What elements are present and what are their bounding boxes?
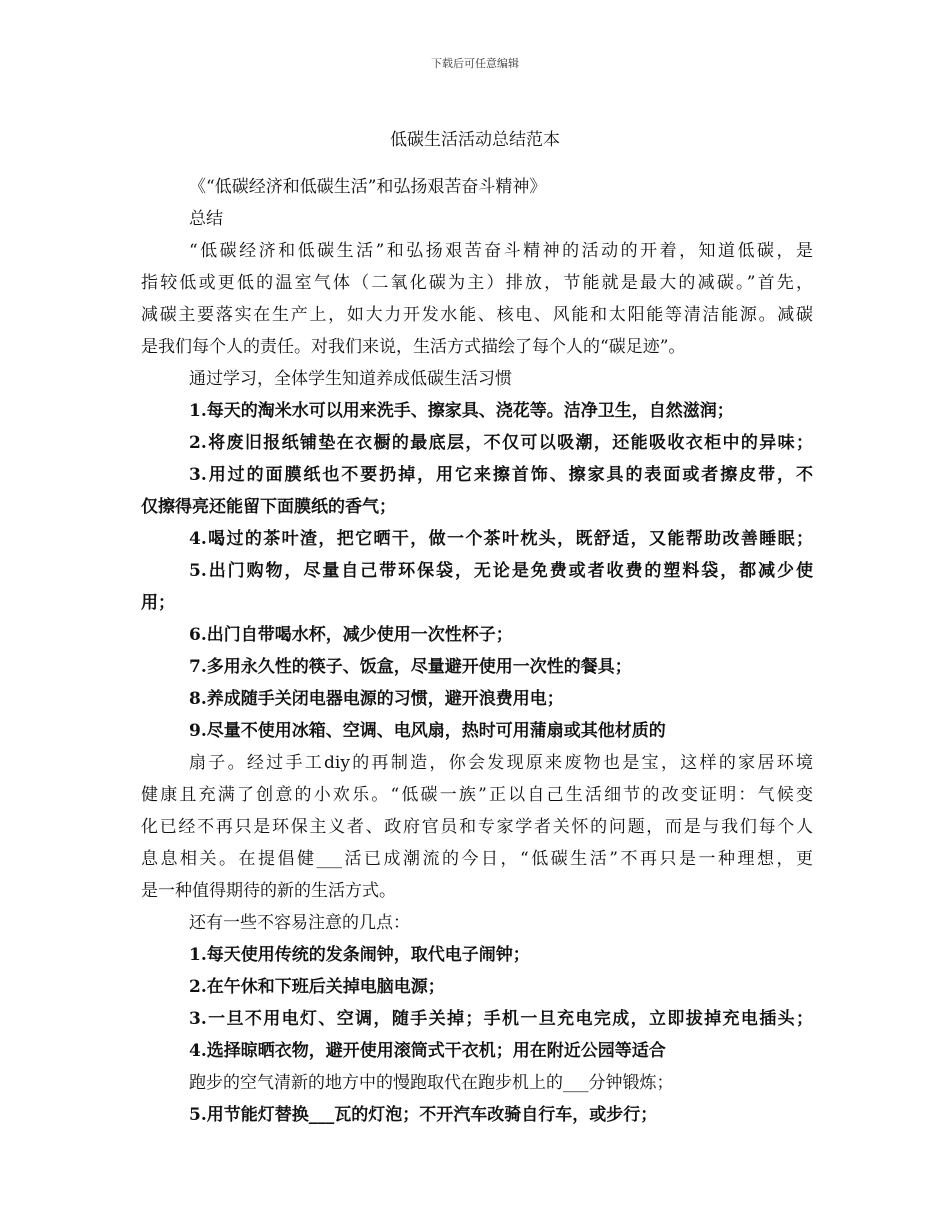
list-item: 2.将废旧报纸铺垫在衣橱的最底层，不仅可以吸潮，还能吸收衣柜中的异味； (189, 433, 813, 453)
body-line: 指较低或更低的温室气体（二氧化碳为主）排放，节能就是最大的减碳。”首先， (141, 273, 813, 293)
list-item: 2.在午休和下班后关掉电脑电源； (189, 977, 445, 997)
body-line: 还有一些不容易注意的几点： (189, 913, 410, 933)
body-line: 通过学习，全体学生知道养成低碳生活习惯 (189, 369, 512, 389)
list-item: 4.喝过的茶叶渣，把它晒干，做一个茶叶枕头，既舒适，又能帮助改善睡眠； (189, 529, 813, 549)
list-item: 5.出门购物，尽量自己带环保袋，无论是免费或者收费的塑料袋，都减少使 (189, 561, 813, 581)
list-item: 5.用节能灯替换___瓦的灯泡；不开汽车改骑自行车，或步行； (189, 1105, 658, 1125)
list-item: 7.多用永久性的筷子、饭盒，尽量避开使用一次性的餐具； (189, 657, 632, 677)
list-item: 1.每天使用传统的发条闹钟，取代电子闹钟； (189, 945, 530, 965)
body-line: 息息相关。在提倡健___活已成潮流的今日，“低碳生活”不再只是一种理想，更 (141, 849, 813, 869)
body-line: “低碳经济和低碳生活”和弘扬艰苦奋斗精神的活动的开着，知道低碳，是 (189, 241, 813, 261)
list-item: 3.一旦不用电灯、空调，随手关掉；手机一旦充电完成，立即拔掉充电插头； (189, 1009, 813, 1029)
list-item: 1.每天的淘米水可以用来洗手、擦家具、浇花等。洁净卫生，自然滋润； (189, 401, 734, 421)
list-item: 4.选择晾晒衣物，避开使用滚筒式干衣机；用在附近公园等适合 (189, 1041, 666, 1061)
list-item: 仅擦得亮还能留下面膜纸的香气； (141, 497, 396, 517)
body-line: 总结 (189, 209, 223, 229)
list-item: 9.尽量不使用冰箱、空调、电风扇，热时可用蒲扇或其他材质的 (189, 721, 666, 741)
list-item: 3.用过的面膜纸也不要扔掉，用它来擦首饰、擦家具的表面或者擦皮带，不 (189, 465, 813, 485)
body-line: 《“低碳经济和低碳生活”和弘扬艰苦奋斗精神》 (189, 177, 547, 197)
body-line: 是我们每个人的责任。对我们来说，生活方式描绘了每个人的“碳足迹”。 (141, 337, 686, 357)
list-item: 6.出门自带喝水杯，减少使用一次性杯子； (189, 625, 513, 645)
body-line: 健康且充满了创意的小欢乐。“低碳一族”正以自己生活细节的改变证明：气候变 (141, 785, 813, 805)
list-item: 用； (141, 593, 175, 613)
page-header-note: 下载后可任意编辑 (431, 57, 519, 70)
body-line: 扇子。经过手工diy的再制造，你会发现原来废物也是宝，这样的家居环境 (189, 753, 813, 773)
document-body (141, 171, 813, 1131)
list-item: 8.养成随手关闭电器电源的习惯，避开浪费用电； (189, 689, 564, 709)
body-line: 跑步的空气清新的地方中的慢跑取代在跑步机上的___分钟锻炼； (189, 1073, 674, 1093)
body-line: 是一种值得期待的新的生活方式。 (141, 881, 396, 901)
document-title: 低碳生活活动总结范本 (390, 130, 560, 150)
body-line: 化已经不再只是环保主义者、政府官员和专家学者关怀的问题，而是与我们每个人 (141, 817, 813, 837)
body-line: 减碳主要落实在生产上，如大力开发水能、核电、风能和太阳能等清洁能源。减碳 (141, 305, 813, 325)
